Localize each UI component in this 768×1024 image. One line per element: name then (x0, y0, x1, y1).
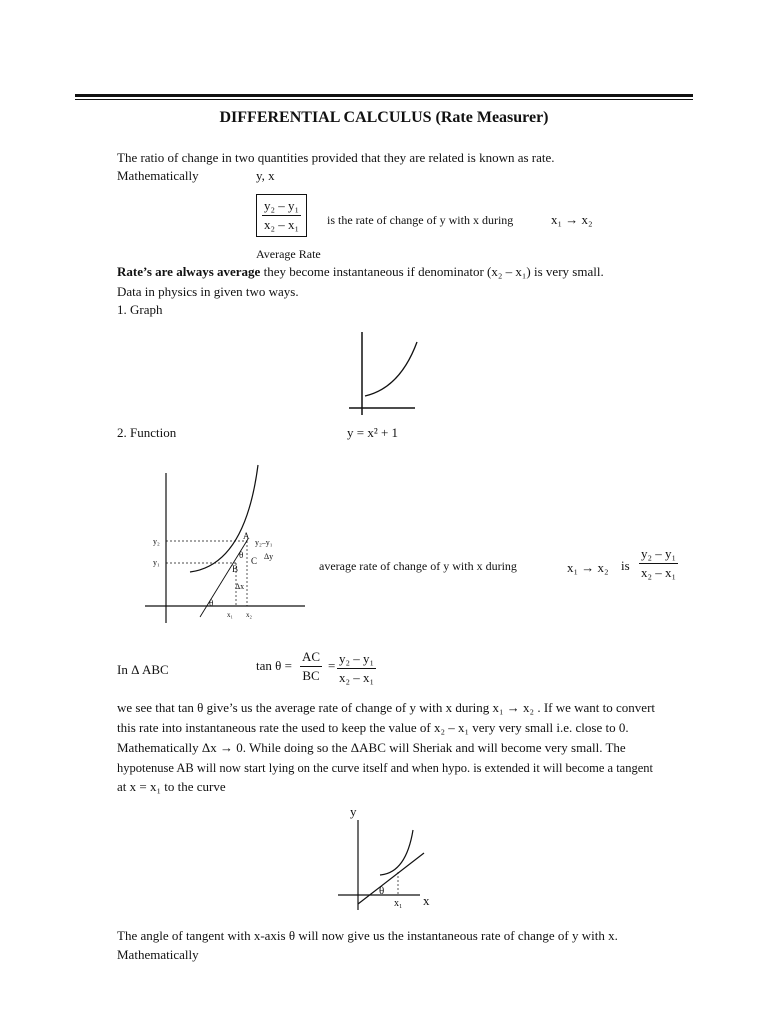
triangle-label: In Δ ABC (117, 662, 169, 677)
avg-change-range: x₁ → x₂ (567, 560, 609, 575)
paragraph-line: this rate into instantaneous rate the used to keep the value of x₂ – x₁ very very small i.e. close to 0. (117, 720, 629, 735)
page-title: DIFFERENTIAL CALCULUS (Rate Measurer) (219, 109, 549, 126)
fraction-numerator: AC (300, 648, 322, 667)
label-y1: y₁ (153, 558, 160, 567)
item-graph: 1. Graph (117, 302, 163, 317)
label-theta: θ (209, 598, 214, 608)
curve-graph (345, 330, 425, 420)
fraction-denominator: x₂ – x₁ (339, 670, 375, 685)
tan-fraction-y-x (337, 650, 376, 687)
avg-change-text: average rate of change of y with x during (319, 559, 517, 573)
tangent-diagram (330, 802, 440, 912)
tangent-label-x1: x₁ (394, 898, 403, 909)
fraction-numerator: y₂ – y₁ (639, 545, 678, 564)
paragraph-line: hypotenuse AB will now start lying on the curve itself and when hypo. is extended it will become a tangent (117, 761, 653, 775)
tangent-line (358, 853, 424, 904)
rates-average-line (117, 264, 604, 280)
avg-rate-fraction (256, 194, 307, 237)
label-dx: Δx (235, 582, 245, 591)
math-vars: y, x (256, 168, 275, 183)
label-B: B (232, 564, 239, 574)
paragraph-line: we see that tan θ give’s us the average rate of change of y with x during x₁ → x₂ . If we want to convert (117, 700, 656, 715)
fraction-denominator: x₂ – x₁ (264, 217, 300, 232)
label-y2: y₂ (153, 537, 160, 546)
rate-description: is the rate of change of y with x during (327, 213, 514, 227)
fraction-numerator: y₂ – y₁ (262, 197, 301, 216)
label-C: C (251, 556, 258, 566)
average-rate-label: Average Rate (256, 247, 321, 261)
tangent-label-theta: θ (379, 885, 385, 897)
tangent-line-text: The angle of tangent with x-axis θ will now give us the instantaneous rate of change of y with x. (117, 928, 618, 943)
tan-equals: = (328, 658, 336, 673)
avg-change-is: is (621, 558, 630, 573)
label-dy: Δy (264, 552, 274, 561)
rates-rest-text: they become instantaneous if denominator (x₂ – x₁) is very small. (263, 264, 604, 279)
tangent-curve (380, 830, 413, 875)
header-rule-thick (75, 94, 693, 97)
fraction-denominator: BC (302, 668, 320, 683)
item-function: 2. Function (117, 425, 177, 440)
fraction-denominator: x₂ – x₁ (641, 565, 677, 580)
paragraph-line: Mathematically Δx → 0. While doing so the ΔABC will Sheriak and will become very small. The (117, 740, 626, 755)
final-label: Mathematically (117, 947, 199, 962)
range-expression: x₁ → x₂ (551, 212, 593, 227)
math-label: Mathematically (117, 168, 199, 183)
avg-change-fraction (639, 545, 678, 582)
label-diff: y₂–y₁ (255, 538, 273, 547)
paragraph-line: at x = x₁ to the curve (117, 779, 226, 794)
rates-bold-text: Rate’s are always average (117, 264, 261, 279)
intro-line: The ratio of change in two quantities provided that they are related is known as rate. (117, 150, 555, 165)
data-line: Data in physics in given two ways. (117, 284, 299, 299)
function-expression: y = x² + 1 (347, 425, 399, 440)
tan-fraction-ac-bc (300, 648, 322, 685)
header-rule-thin (75, 99, 693, 100)
graph-curve (365, 342, 417, 396)
label-theta-top: θ (239, 550, 244, 560)
diagram-curve (190, 465, 258, 572)
tangent-label-y: y (350, 804, 357, 819)
triangle-diagram (140, 455, 310, 625)
label-x1: x₁ (227, 611, 233, 619)
fraction-numerator: y₂ – y₁ (337, 650, 376, 669)
tangent-label-x: x (423, 893, 430, 908)
label-x2: x₂ (246, 611, 252, 619)
tan-label: tan θ = (256, 658, 292, 673)
label-A: A (243, 531, 250, 541)
